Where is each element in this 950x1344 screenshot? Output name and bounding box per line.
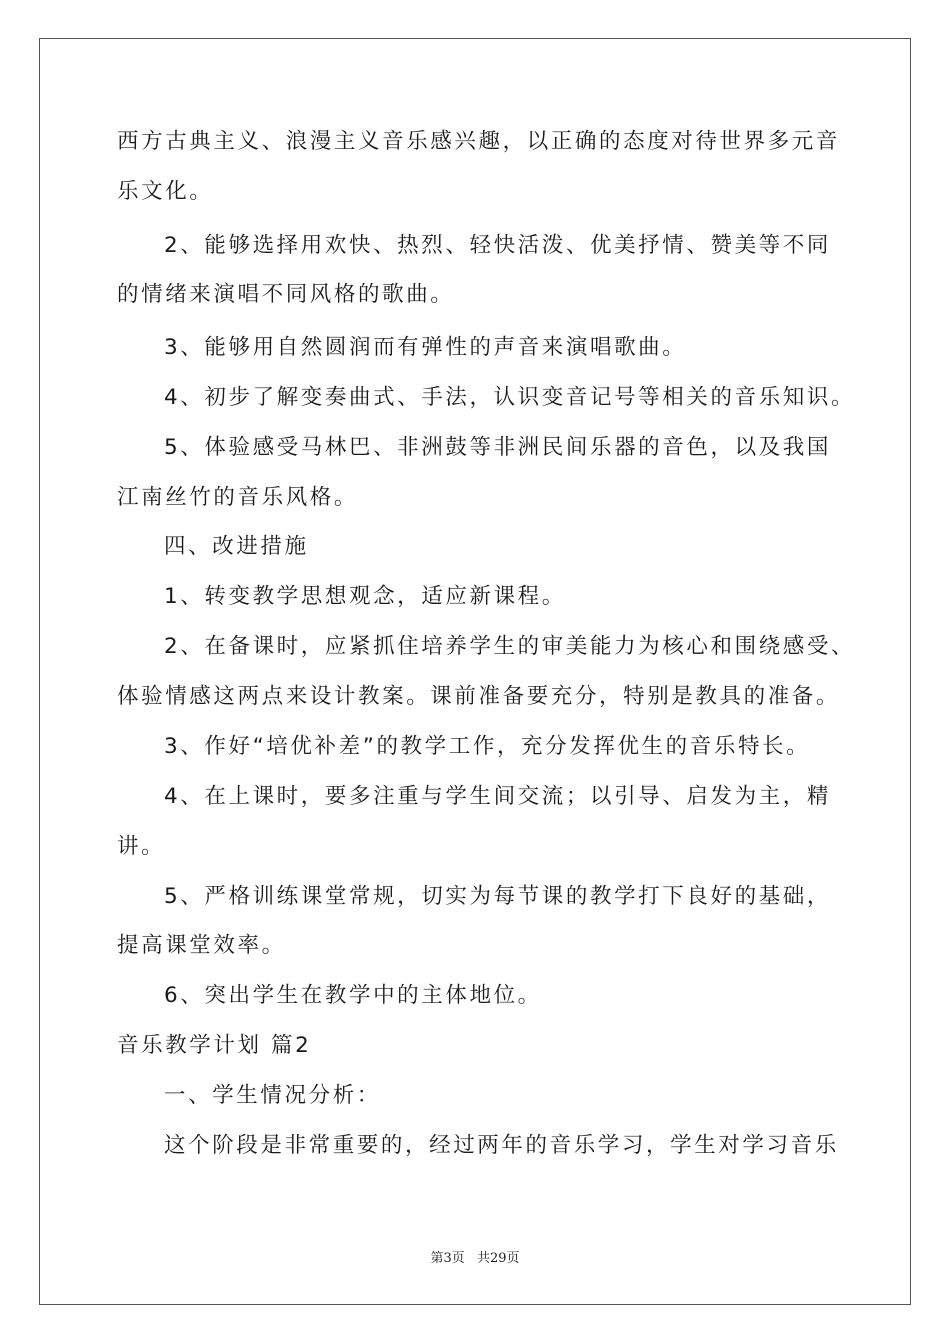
paragraph-line: 3、作好“培优补差”的教学工作，充分发挥优生的音乐特长。 [164, 734, 811, 759]
page-footer [0, 1247, 950, 1266]
page-number: 第3页 [430, 1251, 465, 1266]
section-heading: 四、改进措施 [164, 534, 309, 559]
paragraph-line: 3、能够用自然圆润而有弹性的声音来演唱歌曲。 [164, 335, 687, 360]
paragraph-line: 西方古典主义、浪漫主义音乐感兴趣，以正确的态度对待世界多元音 [117, 129, 841, 154]
paragraph-line: 乐文化。 [117, 179, 214, 204]
paragraph-line: 4、初步了解变奏曲式、手法，认识变音记号等相关的音乐知识。 [164, 385, 856, 410]
page-total: 共29页 [476, 1251, 520, 1266]
paragraph-line: 2、在备课时，应紧抓住培养学生的审美能力为核心和围绕感受、 [164, 634, 856, 659]
paragraph-line: 这个阶段是非常重要的，经过两年的音乐学习，学生对学习音乐 [164, 1133, 839, 1158]
page-border [39, 38, 911, 1305]
paragraph-line: 江南丝竹的音乐风格。 [117, 485, 359, 510]
section-heading: 一、学生情况分析： [164, 1083, 381, 1108]
paragraph-line: 提高课堂效率。 [117, 933, 286, 958]
paragraph-line: 的情绪来演唱不同风格的歌曲。 [117, 282, 455, 307]
paragraph-line: 1、转变教学思想观念，适应新课程。 [164, 584, 566, 609]
paragraph-line: 5、严格训练课堂常规，切实为每节课的教学打下良好的基础， [164, 884, 831, 909]
paragraph-line: 6、突出学生在教学中的主体地位。 [164, 983, 542, 1008]
paragraph-line: 讲。 [117, 834, 166, 859]
article-title: 音乐教学计划 篇2 [117, 1033, 312, 1058]
paragraph-line: 体验情感这两点来设计教案。课前准备要充分，特别是教具的准备。 [117, 684, 841, 709]
paragraph-line: 4、在上课时，要多注重与学生间交流；以引导、启发为主，精 [164, 784, 831, 809]
paragraph-line: 2、能够选择用欢快、热烈、轻快活泼、优美抒情、赞美等不同 [164, 233, 831, 258]
paragraph-line: 5、体验感受马林巴、非洲鼓等非洲民间乐器的音色，以及我国 [164, 435, 831, 460]
